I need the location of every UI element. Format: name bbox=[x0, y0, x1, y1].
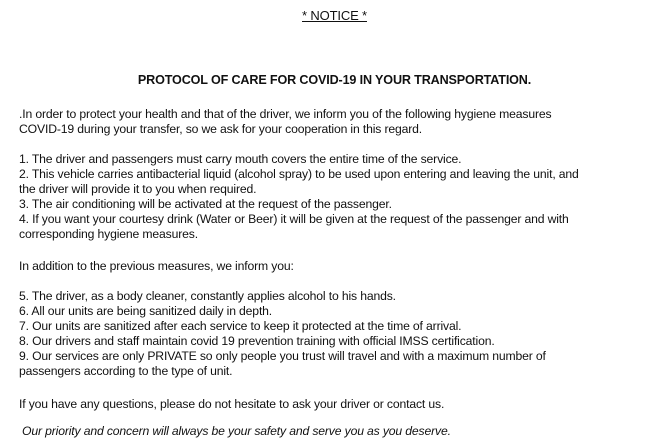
measure-item: 8. Our drivers and staff maintain covid 19 prevention training with official IMSS certification. bbox=[19, 334, 495, 348]
intro-line: COVID-19 during your transfer, so we ask for your cooperation in this regard. bbox=[19, 122, 423, 136]
intro-paragraph bbox=[19, 107, 659, 137]
measure-item: 5. The driver, as a body cleaner, constantly applies alcohol to his hands. bbox=[19, 289, 396, 303]
questions-paragraph bbox=[19, 397, 659, 412]
measure-item: 9. Our services are only PRIVATE so only people you trust will travel and with a maximum number of bbox=[19, 349, 546, 363]
measure-item: 6. All our units are being sanitized daily in depth. bbox=[19, 304, 273, 318]
measure-item: 7. Our units are sanitized after each service to keep it protected at the time of arrival. bbox=[19, 319, 462, 333]
addition-intro bbox=[19, 259, 659, 274]
measure-item: 3. The air conditioning will be activated at the request of the passenger. bbox=[19, 197, 392, 211]
intro-line: .In order to protect your health and that of the driver, we inform you of the following hygiene measures bbox=[19, 107, 552, 121]
measure-item-continuation: the driver will provide it to you when required. bbox=[19, 182, 257, 196]
notice-heading: * NOTICE * bbox=[302, 8, 367, 23]
closing-text: Our priority and concern will always be your safety and serve you as you deserve. bbox=[22, 424, 451, 438]
addition-intro-text: In addition to the previous measures, we inform you: bbox=[19, 259, 294, 273]
closing-statement bbox=[22, 424, 662, 439]
measures-list-1 bbox=[19, 152, 659, 242]
measure-item: 1. The driver and passengers must carry mouth covers the entire time of the service. bbox=[19, 152, 462, 166]
questions-text: If you have any questions, please do not hesitate to ask your driver or contact us. bbox=[19, 397, 445, 411]
measure-item-continuation: corresponding hygiene measures. bbox=[19, 227, 198, 241]
measure-item-continuation: passengers according to the type of unit. bbox=[19, 364, 233, 378]
measure-item: 4. If you want your courtesy drink (Water or Beer) it will be given at the request of the passenger and with bbox=[19, 212, 569, 226]
protocol-title: PROTOCOL OF CARE FOR COVID-19 IN YOUR TRANSPORTATION. bbox=[137, 73, 532, 87]
measures-list-2 bbox=[19, 289, 659, 379]
measure-item: 2. This vehicle carries antibacterial liquid (alcohol spray) to be used upon entering and leaving the unit, and bbox=[19, 167, 579, 181]
